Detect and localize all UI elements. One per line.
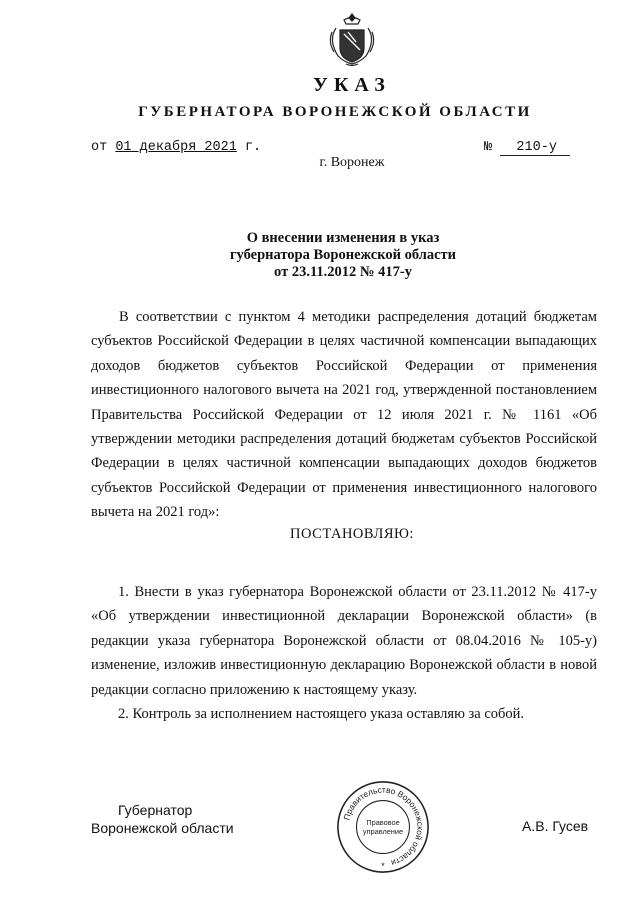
stamp-ring-text: Правительство Воронежской области (341, 784, 426, 869)
city: г. Воронеж (319, 155, 385, 170)
issuer-heading: ГУБЕРНАТОРА ВОРОНЕЖСКОЙ ОБЛАСТИ (138, 104, 532, 120)
preamble-paragraph (91, 305, 597, 525)
official-stamp (334, 778, 432, 876)
preamble-text: В соответствии с пунктом 4 методики распределения дотаций бюджетам субъектов Российской Федерации в целях частичной компенсации выпадающих доходов бюджетов субъектов Российской Федерации от применения инвестиционного налогового вычета на 2021 год, утвержденной постановлением Правительства Российской Федерации от 12 июля 2021 г. № 1161 «Об утверждении методики распределения дотаций бюджетам субъектов Российской Федерации в целях частичной компенсации выпадающих доходов бюджетов субъектов Российской Федерации от применения инвестиционного налогового вычета на 2021 год»: (91, 309, 597, 521)
document-number-value: 210-у (516, 140, 557, 155)
document-type-heading: УКАЗ (313, 74, 391, 96)
decree-word: ПОСТАНОВЛЯЮ: (290, 526, 414, 542)
decree-item-1: 1. Внести в указ губернатора Воронежской области от 23.11.2012 № 417-у «Об утверждении инвестиционной декларации Воронежской области» (в редакции указа губернатора Воронежской области от 08.04.2016 № 105-у) изменение, изложив инвестиционную декларацию Воронежской области в новой редакции согласно приложению к настоящему указу. (91, 584, 597, 698)
decree-item-2: 2. Контроль за исполнением настоящего указа оставляю за собой. (118, 706, 525, 723)
number-prefix: № (484, 140, 493, 155)
signatory-name: А.В. Гусев (522, 818, 589, 834)
coat-of-arms-icon (322, 10, 382, 70)
signatory-role (91, 801, 234, 837)
stamp-center-line-1: Правовое (366, 818, 400, 828)
document-title-line-3: от 23.11.2012 № 417-у (274, 264, 412, 280)
date-line (91, 140, 261, 155)
document-number (500, 141, 570, 156)
document-title-line-1: О внесении изменения в указ (246, 230, 440, 246)
decree-items (91, 580, 597, 726)
document-date: 01 декабря 2021 (115, 140, 237, 155)
number-line (484, 140, 570, 156)
date-prefix: от (91, 140, 108, 155)
document-title-line-2: губернатора Воронежской области (229, 247, 457, 263)
signatory-role-line-1: Губернатор (118, 802, 193, 818)
document-title (88, 230, 598, 281)
stamp-star-icon: * (381, 861, 385, 872)
stamp-center-line-2: управление (362, 826, 404, 836)
date-suffix: г. (244, 140, 262, 155)
signatory-role-line-2: Воронежской области (91, 820, 234, 836)
